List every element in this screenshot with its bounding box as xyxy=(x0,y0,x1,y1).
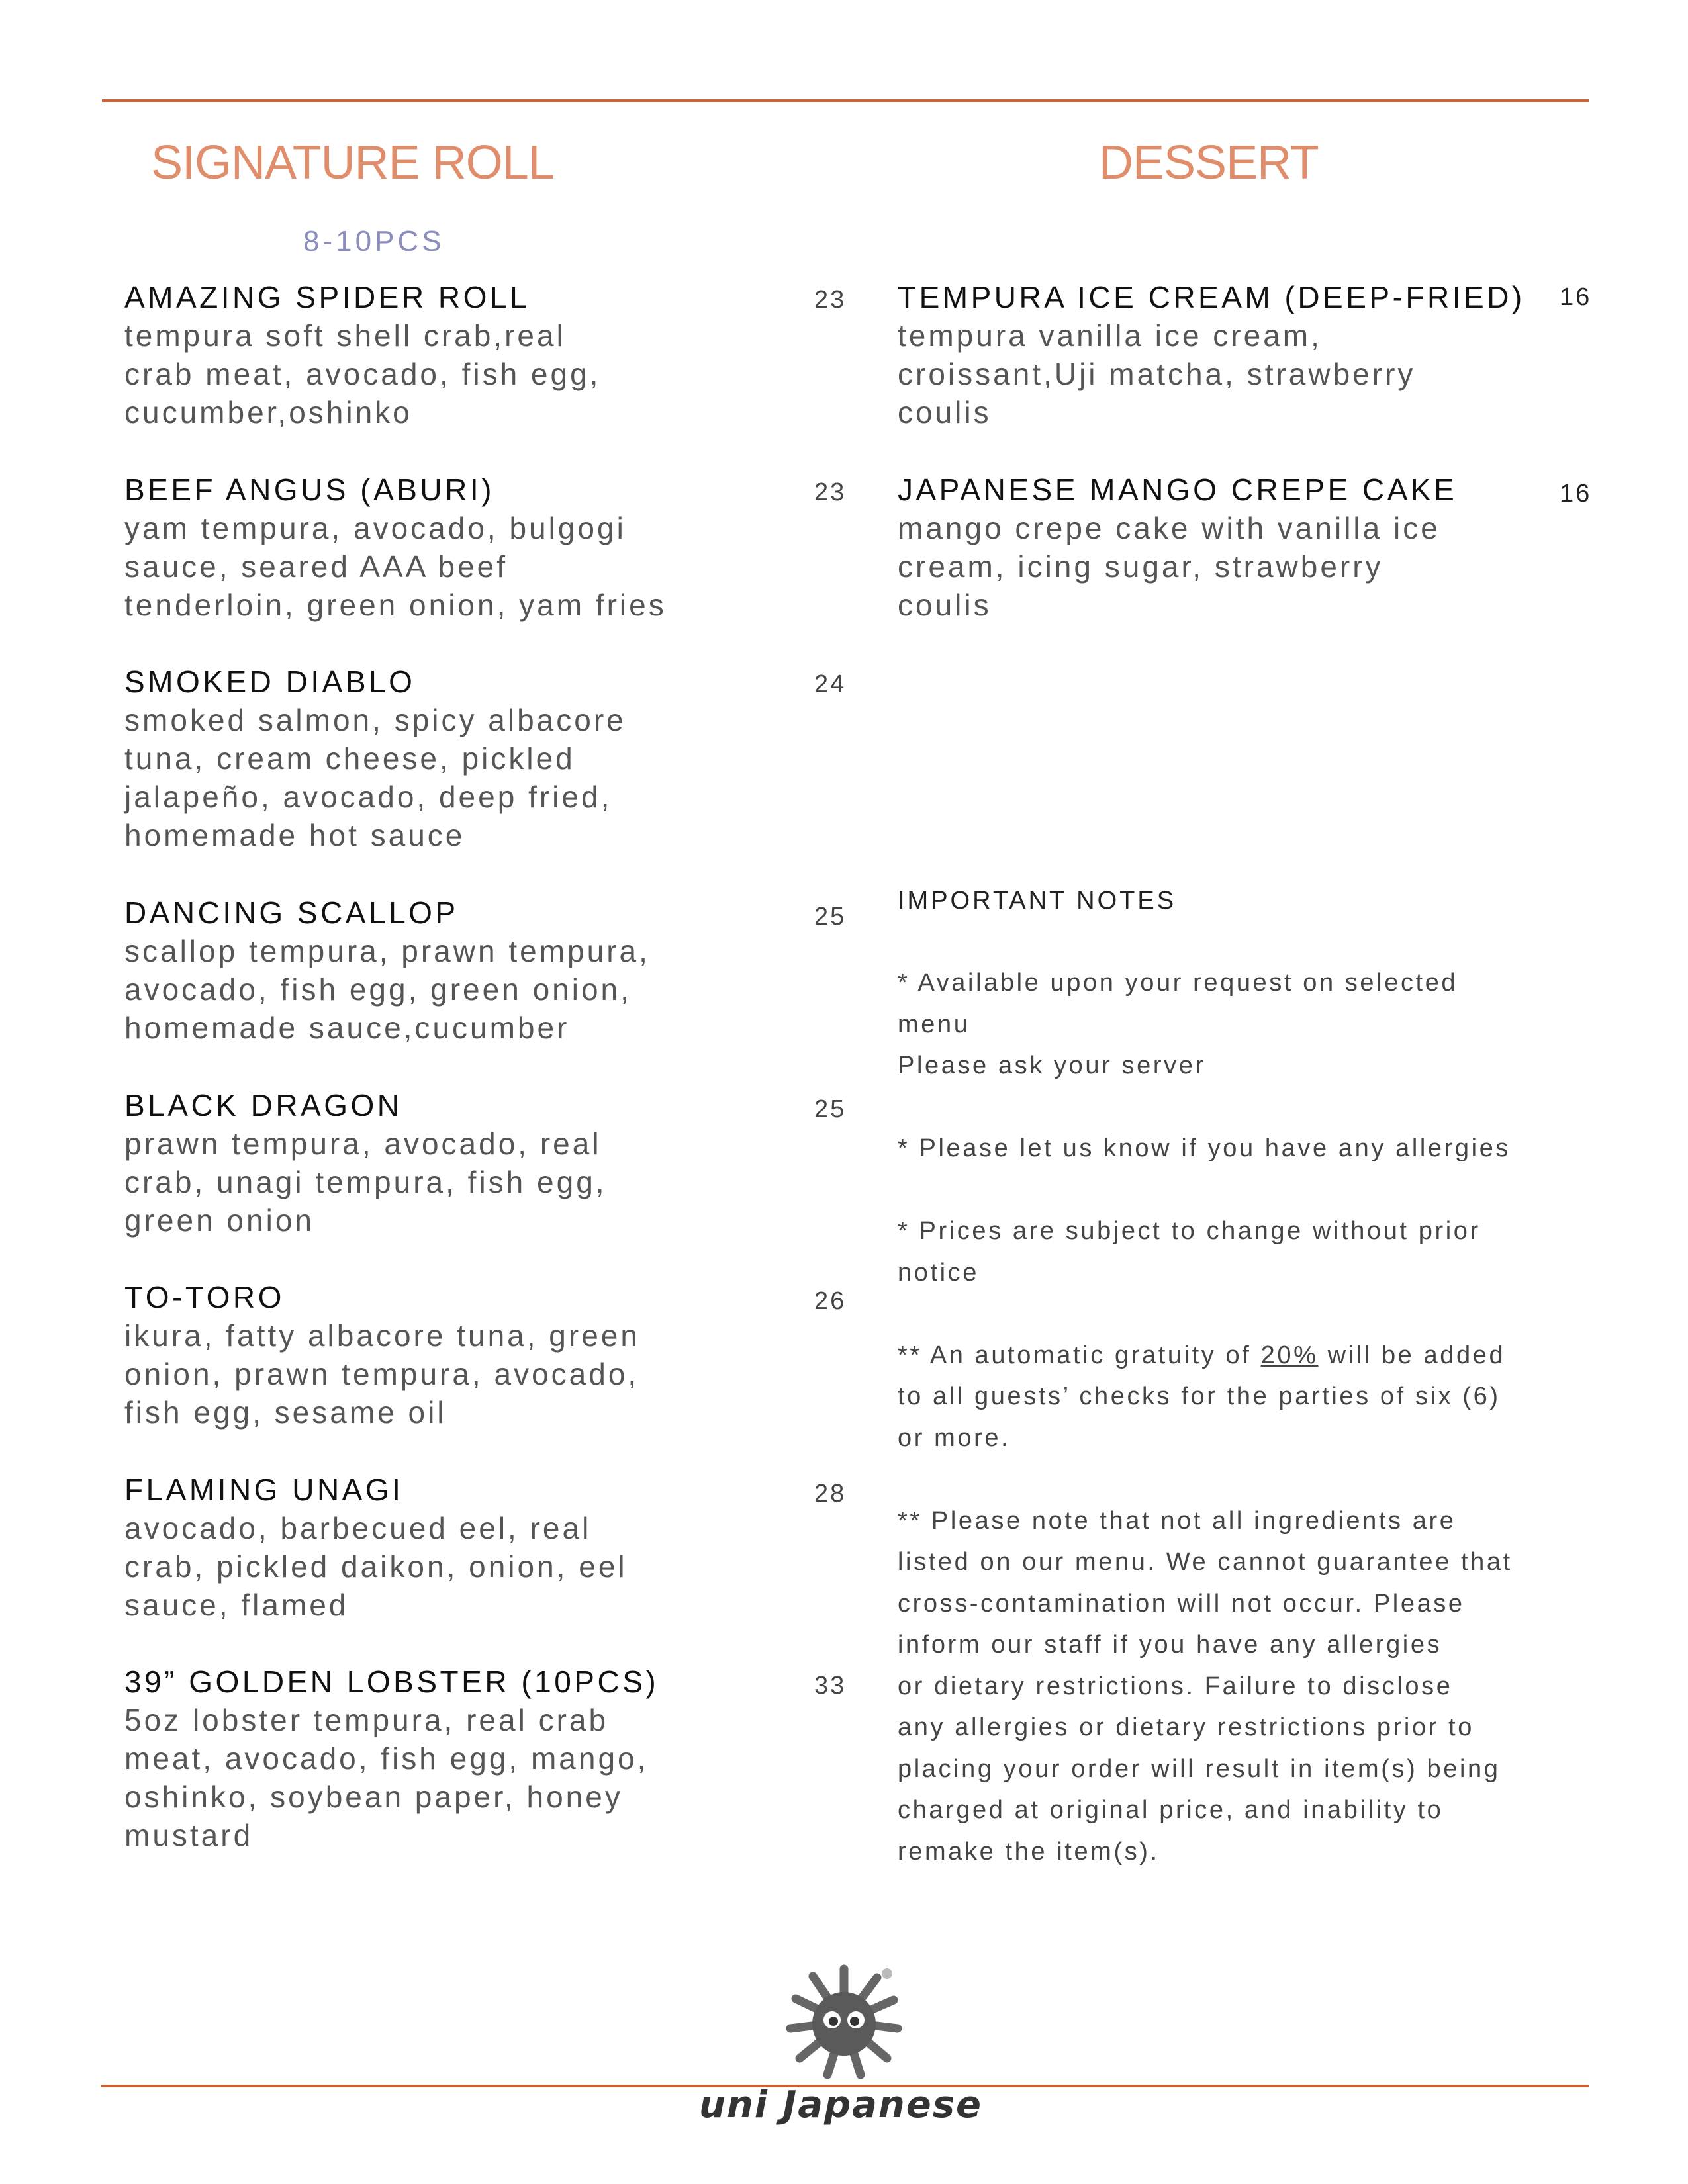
menu-item xyxy=(124,1662,747,1854)
item-name: 39” GOLDEN LOBSTER (10PCS) xyxy=(124,1664,659,1699)
important-notes xyxy=(898,880,1599,1914)
menu-item xyxy=(898,278,1525,432)
item-description: avocado, barbecued eel, real crab, pickled daikon, onion, eel sauce, flamed xyxy=(124,1511,628,1622)
item-price: 33 xyxy=(814,1672,847,1700)
item-price: 16 xyxy=(1560,480,1592,508)
item-name: DANCING SCALLOP xyxy=(124,895,459,930)
menu-item xyxy=(124,471,747,624)
item-price: 28 xyxy=(814,1480,847,1508)
menu-item xyxy=(898,471,1520,624)
section-subheading-pieces: 8-10PCS xyxy=(303,225,445,257)
menu-item xyxy=(124,278,747,432)
note-ingredients-disclaimer: ** Please note that not all ingredients are listed on our menu. We cannot guarantee that cross-contamination will not occur. Please inform our staff if you have any allergies or dietary restrictions. Failure to disclose any allergies or dietary restrictions prior to placing your order will result in item(s) being charged at original price, and inability to remake the item(s). xyxy=(898,1506,1513,1866)
item-name: JAPANESE MANGO CREPE CAKE xyxy=(898,473,1458,507)
item-price: 24 xyxy=(814,670,847,698)
item-price: 25 xyxy=(814,903,847,931)
note-prices: * Prices are subject to change without prior notice xyxy=(898,1217,1481,1287)
item-name: TO-TORO xyxy=(124,1280,285,1314)
menu-item xyxy=(124,662,747,854)
item-description: ikura, fatty albacore tuna, green onion, prawn tempura, avocado, fish egg, sesame oil xyxy=(124,1318,640,1430)
item-name: BLACK DRAGON xyxy=(124,1088,402,1122)
item-name: BEEF ANGUS (ABURI) xyxy=(124,473,494,507)
item-description: 5oz lobster tempura, real crab meat, avocado, fish egg, mango, oshinko, soybean paper, honey mustard xyxy=(124,1703,649,1852)
item-description: tempura soft shell crab,real crab meat, avocado, fish egg, cucumber,oshinko xyxy=(124,318,601,430)
note-gratuity xyxy=(898,1335,1599,1459)
brand-wordmark: uni Japanese xyxy=(698,2083,983,2126)
section-heading-signature-roll: SIGNATURE ROLL xyxy=(151,136,554,189)
note-allergies: * Please let us know if you have any allergies xyxy=(898,1134,1511,1162)
menu-item xyxy=(124,1471,747,1624)
sea-urchin-logo-icon xyxy=(781,1959,907,2085)
gratuity-text-end: will be added to all guests’ checks for the parties of six (6) or more. xyxy=(898,1341,1506,1452)
item-name: FLAMING UNAGI xyxy=(124,1473,404,1507)
gratuity-percent: 20% xyxy=(1260,1341,1319,1369)
item-name: AMAZING SPIDER ROLL xyxy=(124,280,530,314)
menu-item xyxy=(124,1278,747,1432)
item-price: 25 xyxy=(814,1095,847,1123)
item-name: SMOKED DIABLO xyxy=(124,664,416,699)
item-price: 16 xyxy=(1560,283,1592,311)
item-description: prawn tempura, avocado, real crab, unagi tempura, fish egg, green onion xyxy=(124,1126,607,1238)
gratuity-text-start: ** An automatic gratuity of xyxy=(898,1341,1261,1369)
item-description: tempura vanilla ice cream, croissant,Uji matcha, strawberry coulis xyxy=(898,318,1416,430)
section-heading-dessert: DESSERT xyxy=(1099,136,1319,189)
item-price: 26 xyxy=(814,1287,847,1315)
menu-item xyxy=(124,893,747,1047)
top-divider xyxy=(102,99,1589,102)
item-description: mango crepe cake with vanilla ice cream, icing sugar, strawberry coulis xyxy=(898,511,1440,622)
item-description: yam tempura, avocado, bulgogi sauce, seared AAA beef tenderloin, green onion, yam fries xyxy=(124,511,667,622)
menu-item xyxy=(124,1086,747,1240)
note-availability: * Available upon your request on selected menu Please ask your server xyxy=(898,969,1458,1079)
item-name: TEMPURA ICE CREAM (DEEP-FRIED) xyxy=(898,280,1525,314)
item-price: 23 xyxy=(814,286,847,314)
item-description: scallop tempura, prawn tempura, avocado, fish egg, green onion, homemade sauce,cucumber xyxy=(124,934,650,1045)
item-price: 23 xyxy=(814,478,847,506)
notes-title: IMPORTANT NOTES xyxy=(898,887,1177,915)
item-description: smoked salmon, spicy albacore tuna, cream cheese, pickled jalapeño, avocado, deep fried, homemade hot sauce xyxy=(124,703,626,852)
